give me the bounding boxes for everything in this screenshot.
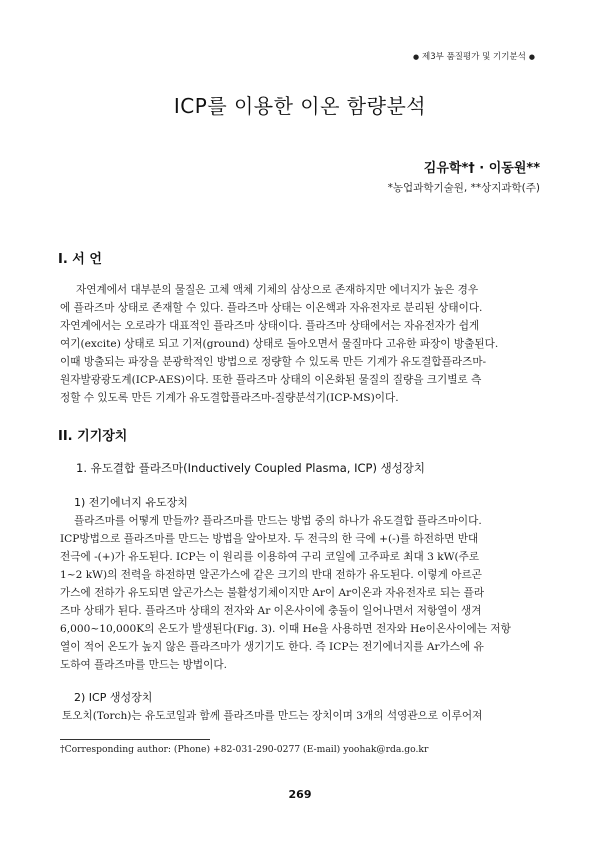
paragraph-line: 이때 방출되는 파장을 분광학적인 방법으로 정량할 수 있도록 만든 기계가 유도결합플라즈마-: [60, 356, 487, 368]
subsection-heading-icp-generator: 1. 유도결합 플라즈마(Inductively Coupled Plasma, ICP) 생성장치: [76, 461, 426, 475]
paragraph-line: 도하여 플라즈마를 만드는 방법이다.: [60, 659, 227, 671]
author-affiliations: *농업과학기술원, **상지과학(주): [387, 182, 540, 194]
paragraph-line: 전극에 -(+)가 유도된다. ICP는 이 원리를 이용하여 구리 코일에 고주파로 최대 3 kW(주로: [60, 551, 480, 563]
paragraph-line: ICP방법으로 플라즈마를 만드는 방법을 알아보자. 두 전극의 한 극에 +(-)를 하전하면 반대: [60, 533, 479, 545]
running-header-text: 제3부 품질평가 및 기기분석: [422, 52, 526, 62]
author-list: 김유학*† · 이동원**: [423, 161, 540, 176]
paragraph-line: 에 플라즈마 상태로 존재할 수 있다. 플라즈마 상태는 이온핵과 자유전자로 분리된 상태이다.: [60, 302, 483, 314]
page-number: 269: [288, 788, 312, 801]
paragraph-line: 6,000~10,000K의 온도가 발생된다(Fig. 3). 이때 He을 사용하면 전자와 He이온사이에는 저항: [60, 623, 511, 635]
subsubsection-heading-energy-induction: 1) 전기에너지 유도장치: [74, 496, 188, 509]
paragraph-line: 가스에 전하가 유도되면 알곤가스는 불활성기체이지만 Ar이 Ar이온과 자유전자로 되는 플라: [60, 587, 485, 599]
bullet-icon: ●: [528, 53, 535, 61]
paper-title: ICP를 이용한 이온 함량분석: [173, 94, 427, 118]
section-heading-introduction: I. 서 언: [58, 252, 102, 267]
paragraph-line: 정할 수 있도록 만든 기계가 유도결합플라즈마-질량분석기(ICP-MS)이다.: [60, 392, 399, 404]
section-heading-instrumentation: II. 기기장치: [58, 429, 128, 444]
bullet-icon: ●: [412, 53, 420, 61]
paragraph-line: 여기(excite) 상태로 되고 기저(ground) 상태로 돌아오면서 물질마다 고유한 파장이 방출된다.: [60, 338, 499, 350]
paragraph-line: 자연계에서는 오로라가 대표적인 플라즈마 상태이다. 플라즈마 상태에서는 자유전자가 쉽게: [60, 320, 480, 332]
paragraph-line: 1~2 kW)의 전력을 하전하면 알곤가스에 같은 크기의 반대 전하가 유도된다. 이렇게 아르곤: [60, 569, 482, 581]
paragraph-line: 플라즈마를 어떻게 만들까? 플라즈마를 만드는 방법 중의 하나가 유도결합 플라즈마이다.: [74, 515, 482, 527]
corresponding-author-footnote: †Corresponding author: (Phone) +82-031-290-0277 (E-mail) yoohak@rda.go.kr: [60, 744, 429, 755]
paragraph-line: 원자발광광도계(ICP-AES)이다. 또한 플라즈마 상태의 이온화된 물질의 질량을 크기별로 측: [60, 374, 482, 386]
paragraph-line: 열이 적어 온도가 높지 않은 플라즈마가 생기기도 한다. 즉 ICP는 전기에너지를 Ar가스에 유: [60, 641, 484, 653]
paragraph-line: 자연계에서 대부분의 물질은 고체 액체 기체의 삼상으로 존재하지만 에너지가 높은 경우: [76, 284, 479, 296]
footnote-divider: [60, 739, 210, 740]
paragraph-line: 토오치(Torch)는 유도코일과 함께 플라즈마를 만드는 장치이며 3개의 석영관으로 이루어져: [62, 710, 483, 722]
running-header: [410, 50, 538, 62]
subsubsection-heading-icp-generator: 2) ICP 생성장치: [74, 691, 153, 704]
paragraph-line: 즈마 상태가 된다. 플라즈마 상태의 전자와 Ar 이온사이에 충돌이 일어나면서 저항열이 생겨: [60, 605, 482, 617]
